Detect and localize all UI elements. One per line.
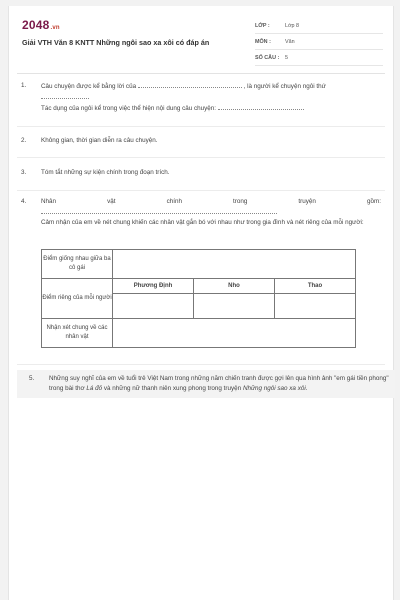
question-word: gồm: (366, 198, 381, 205)
question-text (49, 374, 389, 394)
question-2 (21, 136, 381, 146)
table-column-header: Nho (194, 279, 275, 294)
table-column-header: Thao (275, 279, 356, 294)
meta-row-class (255, 18, 383, 34)
meta-key: MÔN : (255, 38, 271, 45)
answer-cell[interactable] (113, 250, 356, 279)
logo-suffix: .vn (50, 25, 60, 31)
question-word: Nhân (41, 198, 57, 205)
answer-cell[interactable] (194, 294, 275, 319)
question-number: 4. (21, 198, 27, 205)
question-word: chính (166, 198, 182, 205)
question-text: Tóm tắt những sự kiện chính trong đoạn trích. (41, 169, 170, 176)
question-5 (17, 370, 395, 398)
question-number: 5. (29, 375, 35, 382)
question-number: 3. (21, 169, 27, 176)
table-column-header: Phương Định (113, 279, 194, 294)
question-text-part: . (305, 385, 308, 392)
meta-key: LỚP : (255, 22, 270, 29)
poem-title: Lá đỏ (86, 385, 103, 392)
meta-box (255, 18, 383, 66)
question-text-justified (41, 197, 381, 207)
answer-cell[interactable] (113, 319, 356, 348)
question-text: , là người kể chuyện ngôi thứ (243, 83, 326, 90)
worksheet-page (8, 6, 394, 600)
answer-blank[interactable] (218, 103, 304, 110)
answer-blank[interactable] (138, 81, 242, 88)
question-word: truyện (298, 198, 316, 205)
meta-value: 5 (285, 54, 288, 61)
question-3 (21, 168, 381, 178)
question-text: Tác dụng của ngôi kể trong việc thể hiện nội dung câu chuyện: (41, 105, 217, 112)
header-separator (17, 73, 385, 74)
divider (17, 126, 385, 127)
meta-value: Lớp 8 (285, 22, 300, 29)
divider (17, 364, 385, 365)
meta-row-subject (255, 34, 383, 50)
divider (17, 157, 385, 158)
table-row-label: Nhận xét chung về các nhân vật (42, 319, 113, 348)
question-4 (21, 197, 381, 228)
answer-blank[interactable] (41, 92, 89, 99)
answer-cell[interactable] (275, 294, 356, 319)
comparison-table (41, 249, 356, 348)
table-row-label: Điểm giống nhau giữa ba cô gái (42, 250, 113, 279)
story-title: Những ngôi sao xa xôi (242, 385, 306, 392)
question-number: 1. (21, 82, 27, 89)
question-word: trong (233, 198, 248, 205)
question-text: Không gian, thời gian diễn ra câu chuyện. (41, 137, 158, 144)
table-row-label: Điểm riêng của mỗi người (42, 279, 113, 319)
question-text: Câu chuyện được kể bằng lời của (41, 83, 137, 90)
meta-key: SỐ CÂU : (255, 54, 280, 61)
divider (17, 190, 385, 191)
document-title: Giải VTH Văn 8 KNTT Những ngôi sao xa xôi có đáp án (22, 38, 210, 47)
question-1 (21, 81, 381, 114)
answer-cell[interactable] (113, 294, 194, 319)
question-text-part: Những suy nghĩ của em về tuổi trẻ Việt Nam trong những năm chiến tranh được gợi lên qua hình ảnh "em gái tiền phong" trong bài thơ (49, 375, 389, 392)
site-logo[interactable] (22, 18, 60, 32)
meta-row-count (255, 50, 383, 66)
meta-value: Văn (285, 38, 295, 45)
question-number: 2. (21, 137, 27, 144)
question-text: Cảm nhận của em về nét chung khiến các nhân vật gắn bó với nhau như trong gia đình và nét riêng của mỗi người: (41, 219, 364, 226)
logo-main: 2048 (22, 18, 50, 32)
answer-blank[interactable] (41, 207, 277, 214)
question-word: vật (107, 198, 116, 205)
question-text-part: và những nữ thanh niên xung phong trong truyện (102, 385, 243, 392)
